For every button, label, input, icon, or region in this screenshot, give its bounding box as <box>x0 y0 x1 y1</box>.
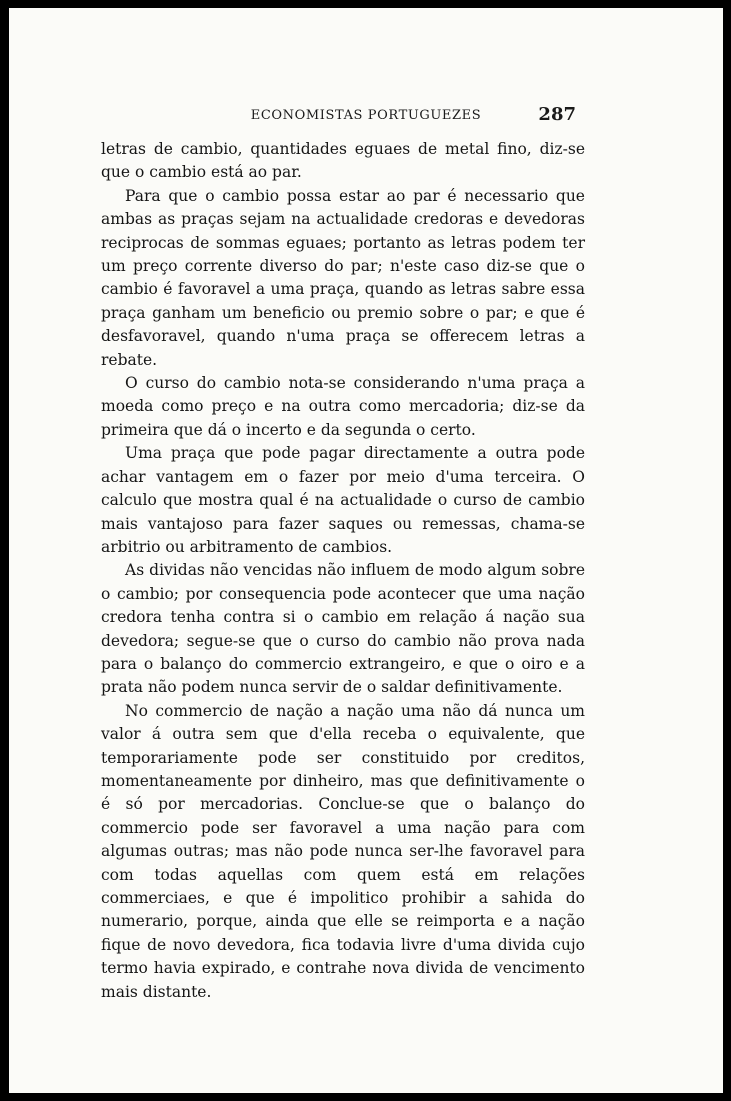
page-number: 287 <box>538 104 576 125</box>
paragraph: O curso do cambio nota-se considerando n'uma praça a moeda como preço e na outra como mercadoria; diz-se da primeira que dá o incerto e da segunda o certo. <box>101 374 585 439</box>
book-page <box>9 8 723 1093</box>
running-title: ECONOMISTAS PORTUGUEZES <box>250 108 482 123</box>
paragraph: No commercio de nação a nação uma não dá nunca um valor á outra sem que d'ella receba o equivalente, que temporariamente pode ser constituido por creditos, momentaneamente por dinheiro, mas que definitivamente o é só por mercadorias. Conclue-se que o balanço do commercio pode ser favoravel a uma nação para com algumas outras; mas não pode nunca ser-lhe favoravel para com todas aquellas com quem está em relações commerciaes, e que é impolitico prohibir a sahida do numerario, porque, ainda que elle se reimporta e a nação fique de novo devedora, fica todavia livre d'uma divida cujo termo havia expirado, e contrahe nova divida de vencimento mais distante. <box>101 701 585 1001</box>
page-header <box>9 105 723 129</box>
paragraph: As dividas não vencidas não influem de modo algum sobre o cambio; por consequencia pode acontecer que uma nação credora tenha contra si o cambio em relação á nação sua devedora; segue-se que o curso do cambio não prova nada para o balanço do commercio extrangeiro, e que o oiro e a prata não podem nunca servir de o saldar definitivamente. <box>101 561 585 697</box>
paragraph: Para que o cambio possa estar ao par é necessario que ambas as praças sejam na actualidade credoras e devedoras reciprocas de sommas eguaes; portanto as letras podem ter um preço corrente diverso do par; n'este caso diz-se que o cambio é favoravel a uma praça, quando as letras sabre essa praça ganham um beneficio ou premio sobre o par; e que é desfavoravel, quando n'uma praça se offerecem letras a rebate. <box>101 186 585 369</box>
paragraph-continuation: letras de cambio, quantidades eguaes de metal fino, diz-se que o cambio está ao par. <box>101 140 585 182</box>
paragraph: Uma praça que pode pagar directamente a outra pode achar vantagem em o fazer por meio d'uma terceira. O calculo que mostra qual é na actualidade o curso de cambio mais vantajoso para fazer saques ou remessas, chama-se arbitrio ou arbitramento de cambios. <box>101 444 585 556</box>
body-text <box>101 138 585 1004</box>
